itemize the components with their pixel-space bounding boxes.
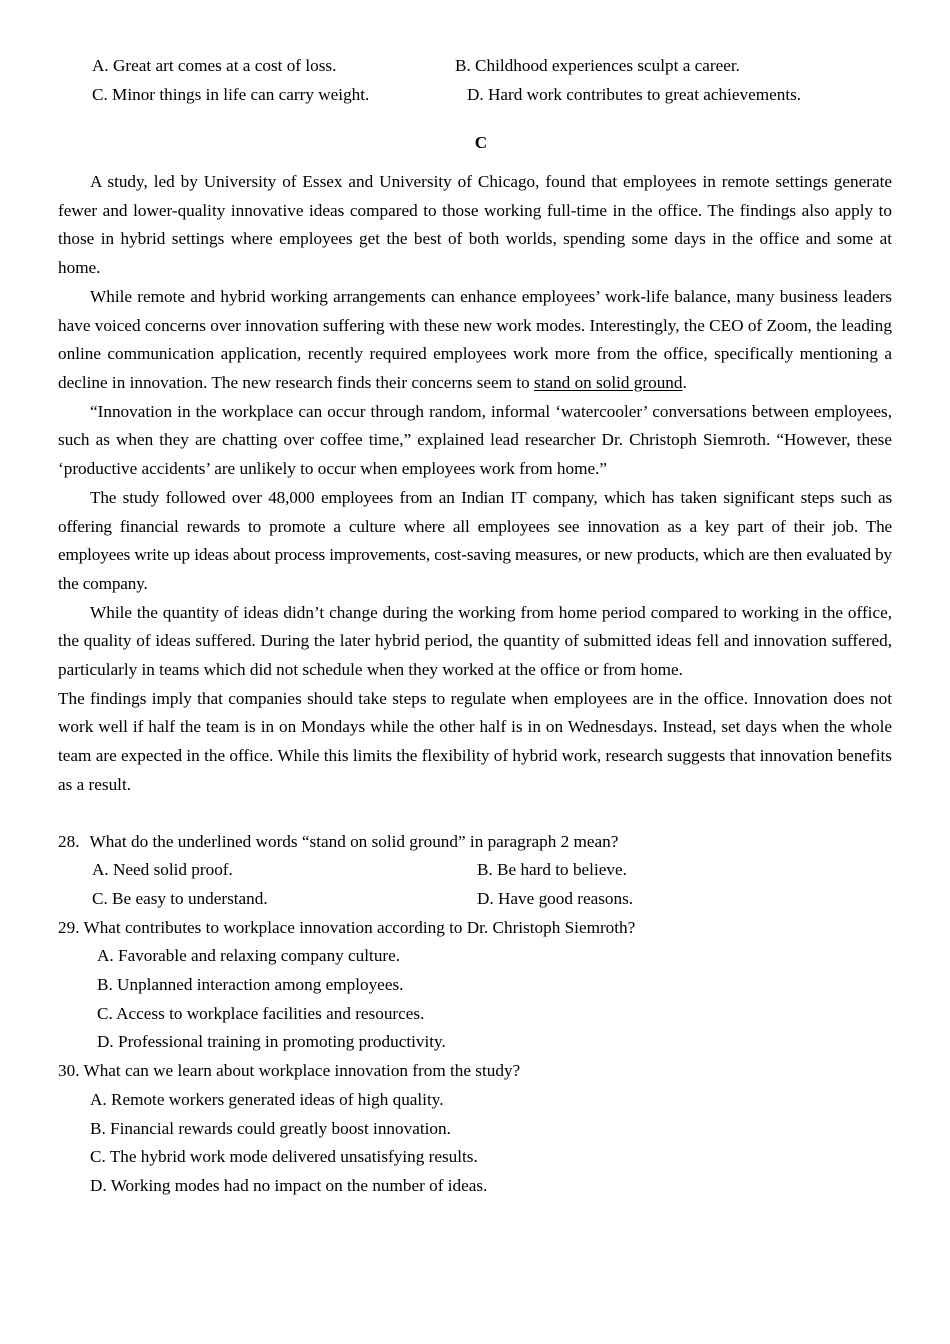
option-a-label: A. Great art comes at a cost of loss. bbox=[92, 56, 337, 75]
passage-paragraph-4: The study followed over 48,000 employees from an Indian IT company, which has taken significant steps such as offering financial rewards to promote a culture where all employees see innovation as a key part of their job. The employees write up ideas about process improvements, cost-saving measures, or new products, which are then evaluated by the company. bbox=[58, 487, 892, 593]
option-c-label: C. Minor things in life can carry weight. bbox=[92, 84, 370, 104]
question-29-option-b[interactable]: B. Unplanned interaction among employees. bbox=[97, 975, 404, 995]
question-30-stem bbox=[58, 1057, 892, 1086]
passage-paragraph-5: While the quantity of ideas didn’t change during the working from home period compared to working in the office, the quality of ideas suffered. During the later hybrid period, the quantity of submitted ideas fell and innovation suffered, particularly in teams which did not schedule when they worked at the office or from home. bbox=[58, 602, 892, 680]
option-d-label: D. Hard work contributes to great achievements. bbox=[467, 84, 802, 104]
spacer bbox=[58, 158, 892, 168]
question-29-text: What contributes to workplace innovation according to Dr. Christoph Siemroth? bbox=[83, 917, 636, 937]
question-30-option-a[interactable]: A. Remote workers generated ideas of high quality. bbox=[90, 1089, 444, 1109]
question-28-option-row-1 bbox=[58, 856, 892, 885]
question-28-option-a[interactable]: A. Need solid proof. bbox=[92, 860, 233, 880]
underlined-key-phrase: stand on solid ground bbox=[534, 373, 683, 392]
question-30-option-c[interactable]: C. The hybrid work mode delivered unsatisfying results. bbox=[90, 1147, 478, 1167]
question-30-option-b[interactable]: B. Financial rewards could greatly boost innovation. bbox=[90, 1118, 451, 1138]
question-28-text: What do the underlined words “stand on solid ground” in paragraph 2 mean? bbox=[89, 831, 619, 851]
question-30-number: 30. bbox=[58, 1061, 80, 1081]
question-28-option-d[interactable]: D. Have good reasons. bbox=[477, 888, 634, 908]
question-28-number: 28. bbox=[58, 831, 80, 851]
option-b-label: B. Childhood experiences sculpt a career. bbox=[455, 56, 740, 75]
spacer bbox=[58, 109, 892, 129]
paragraph-2-tail: . bbox=[682, 373, 687, 392]
passage-paragraph-6: The findings imply that companies should take steps to regulate when employees are in the office. Innovation does not work well if half the team is in on Mondays while the other half is in on Wednesdays. Instead, set days when the whole team are expected in the office. While this limits the flexibility of hybrid work, research suggests that innovation benefits as a result. bbox=[58, 688, 892, 794]
question-29-stem bbox=[58, 914, 892, 943]
question-29-option-d[interactable]: D. Professional training in promoting productivity. bbox=[97, 1032, 446, 1052]
question-29-number: 29. bbox=[58, 917, 80, 937]
question-29-option-c[interactable]: C. Access to workplace facilities and resources. bbox=[97, 1003, 425, 1023]
question-30-text: What can we learn about workplace innovation from the study? bbox=[83, 1061, 521, 1081]
question-28-option-c[interactable]: C. Be easy to understand. bbox=[92, 888, 268, 908]
carryover-option-row-2 bbox=[58, 81, 892, 110]
question-28-option-b[interactable]: B. Be hard to believe. bbox=[477, 860, 627, 880]
spacer bbox=[58, 800, 892, 828]
paragraph-2-text: While remote and hybrid working arrangements can enhance employees’ work-life balance, many business leaders have voiced concerns over innovation suffering with these new work modes. Interestingly, the CEO of Zoom, the leading online communication application, recently required employees work more from the office, specifically mentioning a decline in innovation. The new research finds their concerns seem to bbox=[58, 286, 892, 392]
question-28-stem bbox=[58, 828, 892, 857]
passage-paragraph-1: A study, led by University of Essex and University of Chicago, found that employees in remote settings generate fewer and lower-quality innovative ideas compared to those working full-time in the office. The findings also apply to those in hybrid settings where employees get the best of both worlds, spending some days in the office and some at home. bbox=[58, 172, 892, 278]
passage-paragraph-3: “Innovation in the workplace can occur through random, informal ‘watercooler’ conversations between employees, such as when they are chatting over coffee time,” explained lead researcher Dr. Christoph Siemroth. “However, these ‘productive accidents’ are unlikely to occur when employees work from home.” bbox=[58, 401, 892, 479]
question-30-option-d[interactable]: D. Working modes had no impact on the number of ideas. bbox=[90, 1175, 488, 1195]
passage-paragraph-2 bbox=[58, 283, 892, 398]
section-letter-heading: C bbox=[474, 133, 488, 153]
question-28-option-row-2 bbox=[58, 885, 892, 914]
question-29-option-a[interactable]: A. Favorable and relaxing company culture. bbox=[97, 946, 401, 966]
carryover-option-row-1 bbox=[58, 52, 892, 81]
page-content bbox=[58, 52, 892, 1201]
